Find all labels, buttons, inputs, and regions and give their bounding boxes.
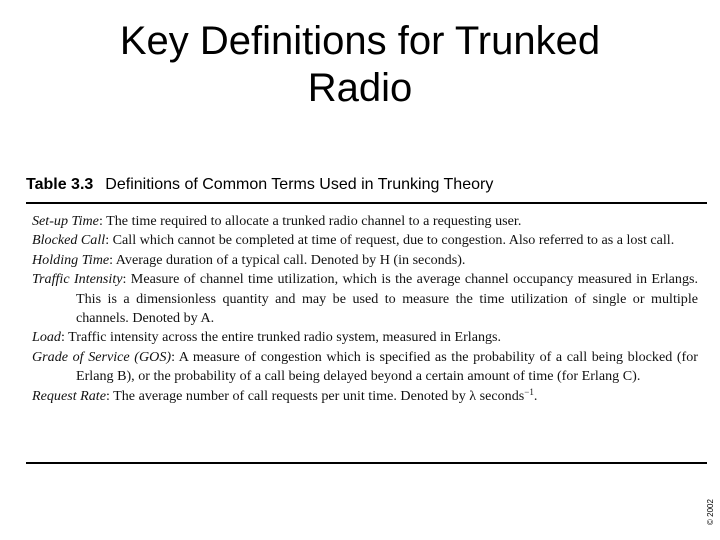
copyright-notice: © 2002 [706,499,715,525]
term-definition: : The average number of call requests per unit time. Denoted by λ seconds [105,387,525,404]
definition-blocked-call [32,231,698,250]
term-definition: : The time required to allocate a trunked radio channel to a requesting user. [98,213,522,229]
slide-title [40,18,680,112]
definition-request-rate [32,387,698,406]
term-definition-suffix: . [533,387,538,404]
term-definition: : Traffic intensity across the entire trunked radio system, measured in Erlangs. [60,329,502,346]
exponent-superscript: −1 [524,386,534,397]
definitions-list [32,212,698,406]
definition-traffic-intensity [32,270,698,328]
definition-grade-of-service [32,348,698,387]
table-caption [26,175,493,195]
term-label: Blocked Call [32,232,106,249]
table-bottom-rule [26,462,707,464]
table-caption-text: Definitions of Common Terms Used in Trunking Theory [105,176,494,193]
term-label: Traffic Intensity [32,271,123,288]
slide-title-line-2: Radio [307,66,413,110]
term-definition: : A measure of congestion which is specified as the probability of a call being blocked (for Erlang B), or the probability of a call being delayed beyond a certain amount of time (for Erlang C). [76,348,698,385]
term-label: Set-up Time [32,213,99,229]
term-label: Grade of Service (GOS) [32,348,172,365]
term-definition: : Call which cannot be completed at time of request, due to congestion. Also referred to as a lost call. [105,232,675,249]
term-label: Holding Time [32,251,110,268]
definition-load [32,328,698,347]
term-label: Request Rate [32,387,106,404]
term-definition: : Average duration of a typical call. Denoted by H (in seconds). [109,251,466,268]
definition-holding-time [32,251,698,270]
table-top-rule [26,202,707,204]
term-definition: : Measure of channel time utilization, which is the average channel occupancy measured in Erlangs. This is a dimensionless quantity and may be used to measure the time utilization of single or multiple channels. Denoted by A. [76,271,698,327]
slide-title-line-1: Key Definitions for Trunked [119,19,601,63]
table-number: Table 3.3 [26,176,94,193]
term-label: Load [32,329,61,346]
definition-setup-time [32,212,698,231]
